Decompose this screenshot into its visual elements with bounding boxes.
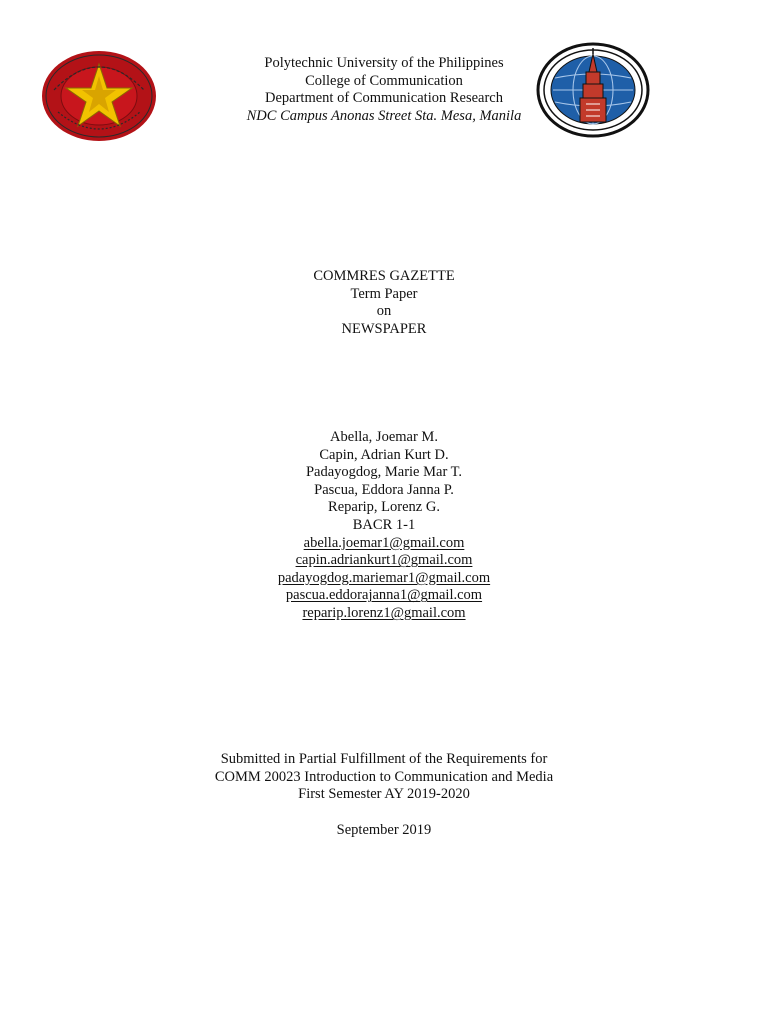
- university-name: Polytechnic University of the Philippines: [264, 55, 504, 71]
- email-link[interactable]: reparip.lorenz1@gmail.com: [302, 604, 466, 621]
- department-name: Department of Communication Research: [265, 90, 503, 106]
- author-name: Padayogdog, Marie Mar T.: [305, 464, 463, 481]
- section-label: BACR 1-1: [352, 516, 416, 533]
- paper-topic: NEWSPAPER: [341, 320, 427, 337]
- college-name: College of Communication: [305, 72, 463, 89]
- submission-block: [0, 751, 768, 804]
- email-link[interactable]: capin.adriankurt1@gmail.com: [295, 552, 473, 569]
- author-name: Pascua, Eddora Janna P.: [314, 481, 454, 498]
- submission-date: September 2019: [336, 822, 432, 838]
- email-link[interactable]: padayogdog.mariemar1@gmail.com: [277, 569, 491, 586]
- course-line: COMM 20023 Introduction to Communication and Media: [214, 768, 554, 785]
- title-on: on: [376, 303, 392, 320]
- gazette-title: COMMRES GAZETTE: [313, 268, 455, 284]
- campus-address: NDC Campus Anonas Street Sta. Mesa, Manila: [246, 107, 522, 124]
- date-block: [0, 822, 768, 840]
- semester-line: First Semester AY 2019-2020: [298, 786, 470, 803]
- author-name: Capin, Adrian Kurt D.: [319, 446, 449, 463]
- authors-block: [0, 429, 768, 623]
- email-link[interactable]: abella.joemar1@gmail.com: [303, 534, 465, 551]
- author-name: Reparip, Lorenz G.: [328, 499, 440, 516]
- email-link[interactable]: pascua.eddorajanna1@gmail.com: [285, 587, 483, 604]
- title-block: [0, 268, 768, 338]
- submission-line: Submitted in Partial Fulfillment of the Requirements for: [220, 751, 548, 767]
- paper-type: Term Paper: [350, 285, 418, 302]
- author-name: Abella, Joemar M.: [330, 429, 438, 445]
- institution-header: [0, 55, 768, 125]
